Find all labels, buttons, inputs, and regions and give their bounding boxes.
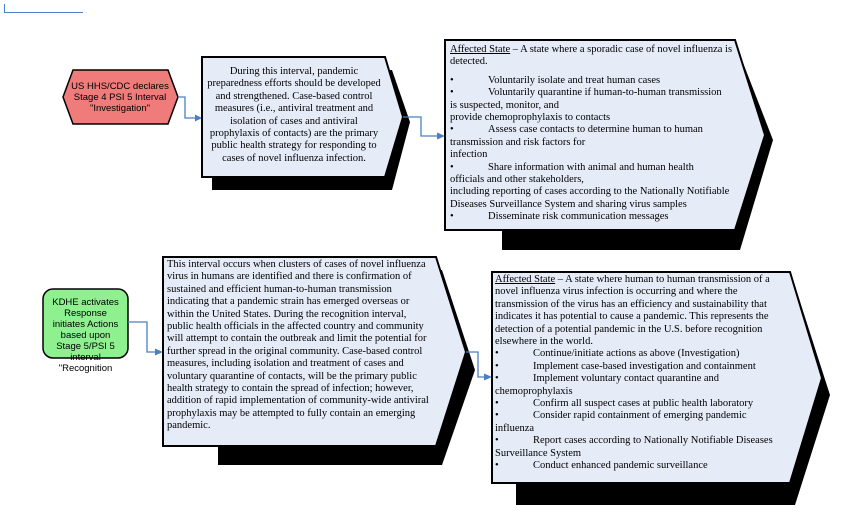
bullet-item [495, 410, 787, 422]
bullet-item [495, 348, 787, 360]
top-trigger-label: US HHS/CDC declares Stage 4 PSI 5 Interval "Investigation" [71, 81, 169, 114]
top-affected-definition: Affected State – A state where a sporadic case of novel influenza is detected. [450, 44, 733, 68]
bullet-dot: • [495, 435, 499, 447]
bullet-text: Report cases according to Nationally Notifiable Diseases [533, 435, 773, 447]
bottom-trigger-label: KDHE activates Response initiates Actions based upon Stage 5/PSI 5 interval "Recognition [52, 297, 119, 374]
bullet-item [450, 124, 734, 136]
bullet-item [495, 460, 787, 472]
bullet-text: Disseminate risk communication messages [488, 211, 669, 223]
bottom-affected-definition: Affected State – A state where human to human transmission of a novel influenza virus infection is occurring and where the transmission of the virus has an efficiency and sustainability that indicates it has potential to cause a pandemic. This represents the detection of a potential pandemic in the U.S. before recognition elsewhere in the world. [495, 274, 770, 348]
bullet-dot: • [495, 360, 499, 372]
top-affected-bullets [450, 75, 734, 224]
top-connector-2-arrowhead [437, 133, 445, 140]
bullet-continuation: Diseases Surveillance System and sharing virus samples [450, 198, 687, 210]
bottom-affected-heading: Affected State [495, 274, 556, 285]
bullet-text: Implement voluntary contact quarantine and [533, 373, 720, 385]
bullet-text: Implement case-based investigation and containment [533, 360, 756, 372]
bullet-dot: • [450, 87, 454, 99]
bullet-dot: • [495, 460, 499, 472]
bottom-connector-1-arrowhead [155, 349, 163, 356]
bullet-item [495, 361, 787, 373]
bullet-item [450, 162, 734, 174]
bullet-item [450, 211, 734, 223]
bullet-dot: • [450, 161, 454, 173]
bullet-continuation: chemoprophylaxis [495, 385, 573, 397]
bullet-dot: • [495, 348, 499, 360]
bullet-continuation: is suspected, monitor, and [450, 99, 559, 111]
bullet-dot: • [450, 124, 454, 136]
bullet-text: Confirm all suspect cases at public health laboratory [533, 398, 754, 410]
bullet-continuation: Surveillance System [495, 447, 582, 459]
bullet-text: Share information with animal and human health [488, 161, 694, 173]
bullet-dot: • [450, 211, 454, 223]
bullet-continuation: infection [450, 149, 488, 161]
bullet-text: Assess case contacts to determine human to human [488, 124, 703, 136]
top-connector-1 [178, 97, 200, 118]
bullet-text: Voluntarily quarantine if human-to-human transmission [488, 87, 722, 99]
bullet-item [450, 87, 734, 99]
bottom-affected-bullets [495, 348, 787, 472]
bottom-interval-text: This interval occurs when clusters of cases of novel influenza virus in humans are identified and there is confirmation of sustained and efficient human-to-human transmission indicating that a pandemic strain has emerged overseas or within the United States. During the recognition interval, public health officials in the affected country and community will attempt to contain the outbreak and limit the potential for further spread in the original community. Case-based control measures, including isolation and treatment of cases and voluntary quarantine of contacts, will be the primary public health strategy to contain the spread of infection; however, addition of rapid implementation of community-wide antiviral prophylaxis may be attempted to fully contain an emerging pandemic. [167, 259, 429, 432]
bullet-item [495, 398, 787, 410]
top-affected-heading: Affected State [450, 44, 511, 55]
bullet-continuation: transmission and risk factors for [450, 136, 586, 148]
bullet-continuation: including reporting of cases according to the Nationally Notifiable [450, 186, 730, 198]
bullet-item [495, 373, 787, 385]
bottom-connector-2-arrowhead [484, 374, 492, 381]
bullet-text: Voluntarily isolate and treat human cases [488, 74, 661, 86]
top-connector-1-arrowhead [195, 115, 202, 122]
bullet-continuation: officials and other stakeholders, [450, 174, 584, 186]
bullet-text: Conduct enhanced pandemic surveillance [533, 460, 708, 472]
bullet-item [495, 435, 787, 447]
bottom-affected-text [495, 274, 787, 480]
top-interval-text: During this interval, pandemic preparedness efforts should be developed and strengthened. Case-based control measures (i.e., antiviral treatment and isolation of cases and antiviral prophylaxis of contacts) are the primary public health strategy for responding to cases of novel influenza infection. [207, 66, 381, 164]
bullet-continuation: provide chemoprophylaxis to contacts [450, 112, 611, 124]
bullet-continuation: influenza [495, 422, 535, 434]
top-affected-text [450, 44, 734, 228]
bullet-dot: • [495, 373, 499, 385]
bullet-text: Continue/initiate actions as above (Investigation) [533, 348, 740, 360]
bottom-connector-1 [128, 322, 156, 352]
bullet-dot: • [450, 74, 454, 86]
bullet-dot: • [495, 410, 499, 422]
bullet-dot: • [495, 398, 499, 410]
bullet-text: Consider rapid containment of emerging pandemic [533, 410, 747, 422]
bullet-item [450, 75, 734, 87]
